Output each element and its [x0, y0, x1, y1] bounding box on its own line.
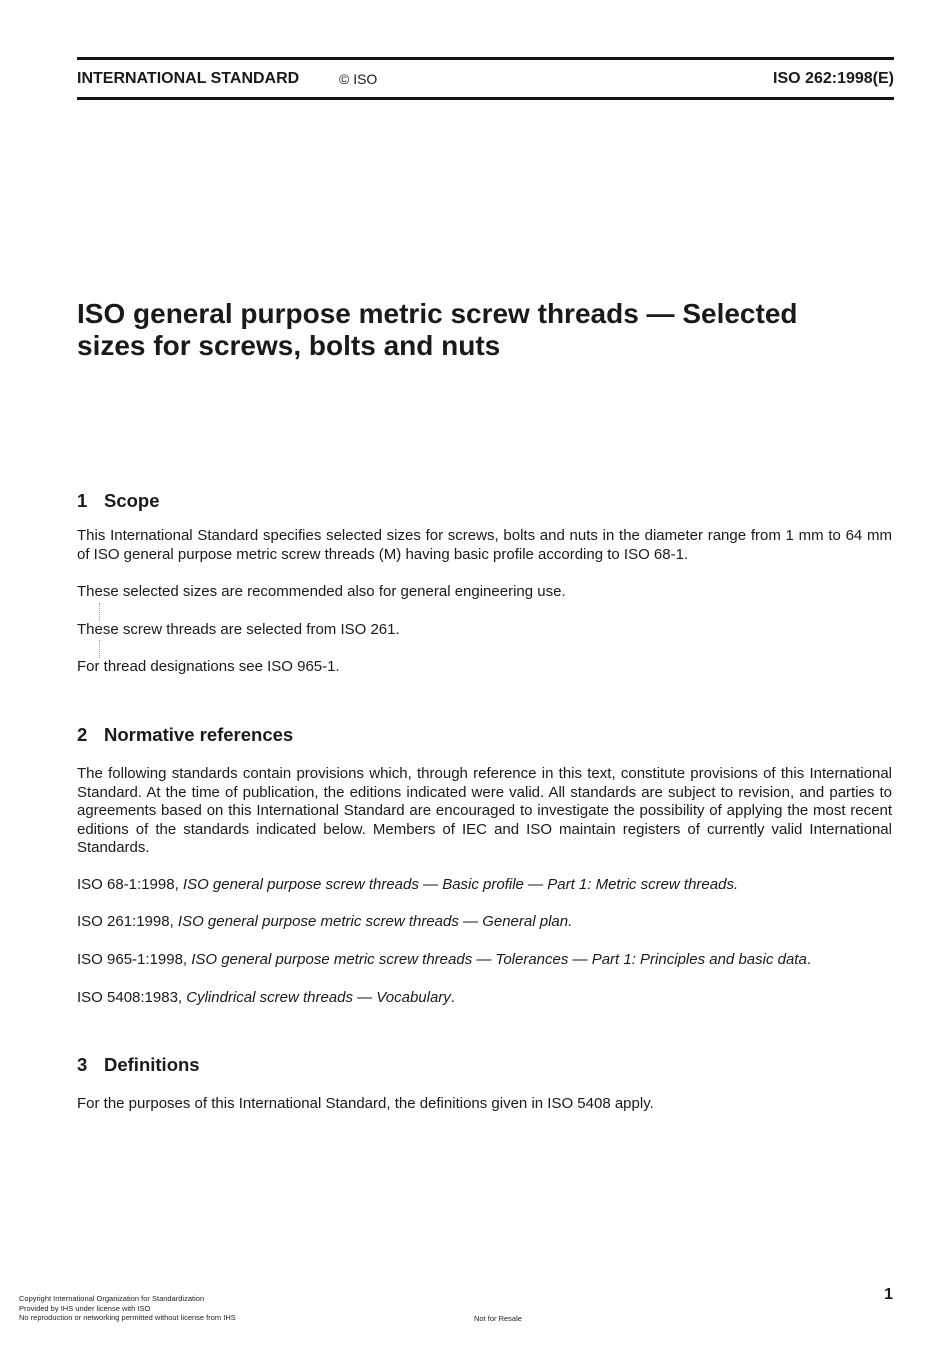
section-normative-heading: [77, 724, 293, 746]
section-number: 2: [77, 724, 88, 745]
reference-code: ISO 5408:1983,: [77, 989, 187, 1006]
normative-intro: The following standards contain provisions which, through reference in this text, constitute provisions of this International Standard. At the time of publication, the editions indicated were valid. All standards are subject to revision, and parties to agreements based on this International Standard are encouraged to investigate the possibility of applying the most recent editions of the standards indicated below. Members of IEC and ISO maintain registers of currently valid International Standards.: [77, 765, 892, 856]
footer-line: No reproduction or networking permitted without license from IHS: [19, 1313, 236, 1322]
scope-paragraph-1: This International Standard specifies selected sizes for screws, bolts and nuts in the diameter range from 1 mm to 64 mm of ISO general purpose metric screw threads (M) having basic profile according to ISO 68-1.: [77, 527, 892, 563]
reference-title: ISO general purpose screw threads — Basic profile — Part 1: Metric screw threads: [182, 876, 734, 893]
scope-paragraph-3: These screw threads are selected from ISO 261.: [77, 621, 400, 638]
reference-title: ISO general purpose metric screw threads — General plan: [177, 913, 569, 930]
section-definitions-heading: [77, 1054, 200, 1076]
copyright-notice: © ISO: [339, 71, 378, 87]
reference-end: .: [733, 876, 739, 893]
definitions-text: For the purposes of this International Standard, the definitions given in ISO 5408 apply.: [77, 1095, 654, 1112]
header-bottom-rule: [77, 97, 894, 100]
copyright-footer: [19, 1294, 236, 1323]
page-number: 1: [884, 1286, 893, 1303]
margin-dots: [99, 640, 102, 658]
reference-title: Cylindrical screw threads — Vocabulary: [186, 989, 451, 1006]
section-scope-heading: [77, 490, 160, 512]
not-for-resale-label: Not for Resale: [474, 1314, 522, 1323]
footer-line: Copyright International Organization for Standardization: [19, 1294, 205, 1303]
reference-end: .: [806, 951, 811, 968]
header-top-rule: [77, 57, 894, 60]
section-number: 3: [77, 1054, 88, 1075]
reference-item: [77, 876, 892, 895]
reference-item: [77, 951, 892, 970]
reference-end: .: [450, 989, 455, 1006]
reference-title: ISO general purpose metric screw threads — Tolerances — Part 1: Principles and basic data: [191, 951, 807, 968]
document-code: ISO 262:1998(E): [773, 70, 894, 87]
page-header: [77, 68, 894, 90]
title-line-1: ISO general purpose metric screw threads — Selected: [77, 298, 798, 329]
scope-paragraph-4: For thread designations see ISO 965-1.: [77, 658, 340, 675]
footer-line: Provided by IHS under license with ISO: [19, 1303, 151, 1313]
reference-code: ISO 261:1998,: [77, 913, 178, 930]
section-number: 1: [77, 490, 88, 511]
section-title: Definitions: [104, 1054, 200, 1075]
reference-item: [77, 989, 892, 1008]
document-title: [77, 298, 894, 362]
scope-paragraph-2: These selected sizes are recommended also for general engineering use.: [77, 583, 566, 600]
section-title: Normative references: [104, 724, 294, 745]
reference-end: .: [568, 913, 573, 930]
section-title: Scope: [104, 490, 160, 511]
standard-label: INTERNATIONAL STANDARD: [77, 70, 300, 87]
title-line-2: sizes for screws, bolts and nuts: [77, 330, 501, 361]
margin-dots: [99, 603, 102, 621]
reference-code: ISO 965-1:1998,: [77, 951, 192, 968]
reference-code: ISO 68-1:1998,: [77, 876, 183, 893]
reference-item: [77, 913, 892, 932]
